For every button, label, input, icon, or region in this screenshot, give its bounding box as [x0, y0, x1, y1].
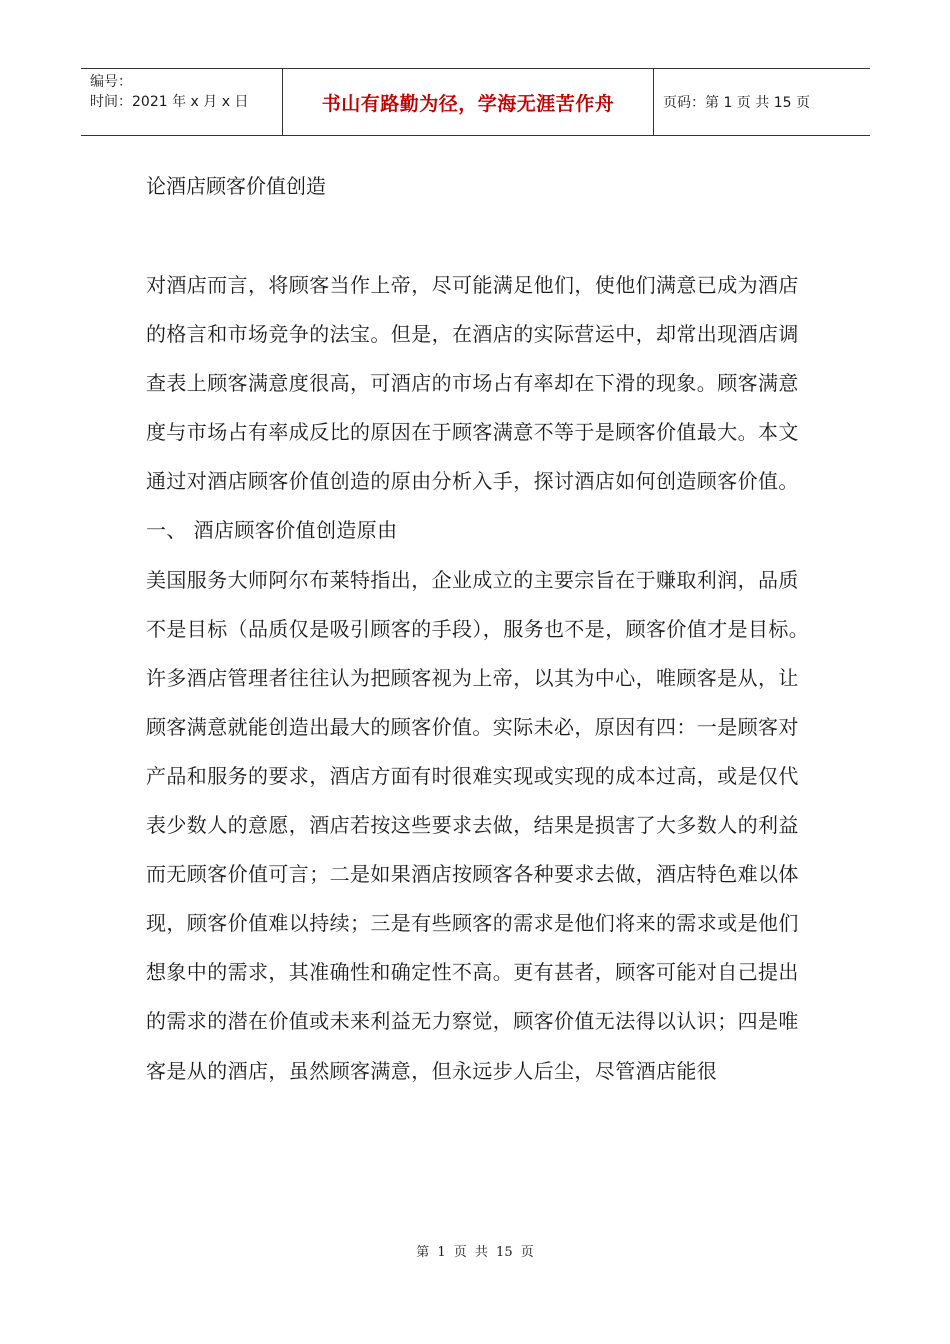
document-header: [81, 68, 870, 136]
header-motto-cell: [282, 69, 654, 135]
header-meta-cell: [81, 69, 282, 135]
header-page-cell: [654, 69, 870, 135]
page-footer: 第 1 页 共 15 页: [416, 1245, 534, 1260]
document-number-label: 编号：: [90, 74, 132, 90]
body-paragraph: 美国服务大师阿尔布莱特指出，企业成立的主要宗旨在于赚取利润，品质不是目标（品质仅是吸引顾客的手段），服务也不是，顾客价值才是目标。许多酒店管理者往往认为把顾客视为上帝，以其为中心，唯顾客是从，让顾客满意就能创造出最大的顾客价值。实际未必，原因有四：一是顾客对产品和服务的要求，酒店方面有时很难实现或实现的成本过高，或是仅代表少数人的意愿，酒店若按这些要求去做，结果是损害了大多数人的利益而无顾客价值可言；二是如果酒店按顾客各种要求去做，酒店特色难以体现，顾客价值难以持续；三是有些顾客的需求是他们将来的需求或是他们想象中的需求，其准确性和确定性不高。更有甚者，顾客可能对自己提出的需求的潜在价值或未来利益无力察觉，顾客价值无法得以认识；四是唯客是从的酒店，虽然顾客满意，但永远步人后尘，尽管酒店能很: [146, 567, 810, 1083]
intro-paragraph: 对酒店而言，将顾客当作上帝，尽可能满足他们，使他们满意已成为酒店的格言和市场竞争的法宝。但是，在酒店的实际营运中，却常出现酒店调查表上顾客满意度很高，可酒店的市场占有率却在下滑的现象。顾客满意度与市场占有率成反比的原因在于顾客满意不等于是顾客价值最大。本文通过对酒店顾客价值创造的原由分析入手，探讨酒店如何创造顾客价值。: [146, 273, 799, 494]
document-body: [146, 261, 812, 1096]
header-page-info: 页码：第 1 页 共 15 页: [663, 95, 810, 111]
document-date-label: 时间：2021 年 x 月 x 日: [90, 94, 249, 110]
document-title: 论酒店顾客价值创造: [146, 174, 326, 198]
header-motto: 书山有路勤为径，学海无涯苦作舟: [321, 92, 615, 115]
section-heading: 一、 酒店顾客价值创造原由: [146, 518, 398, 543]
